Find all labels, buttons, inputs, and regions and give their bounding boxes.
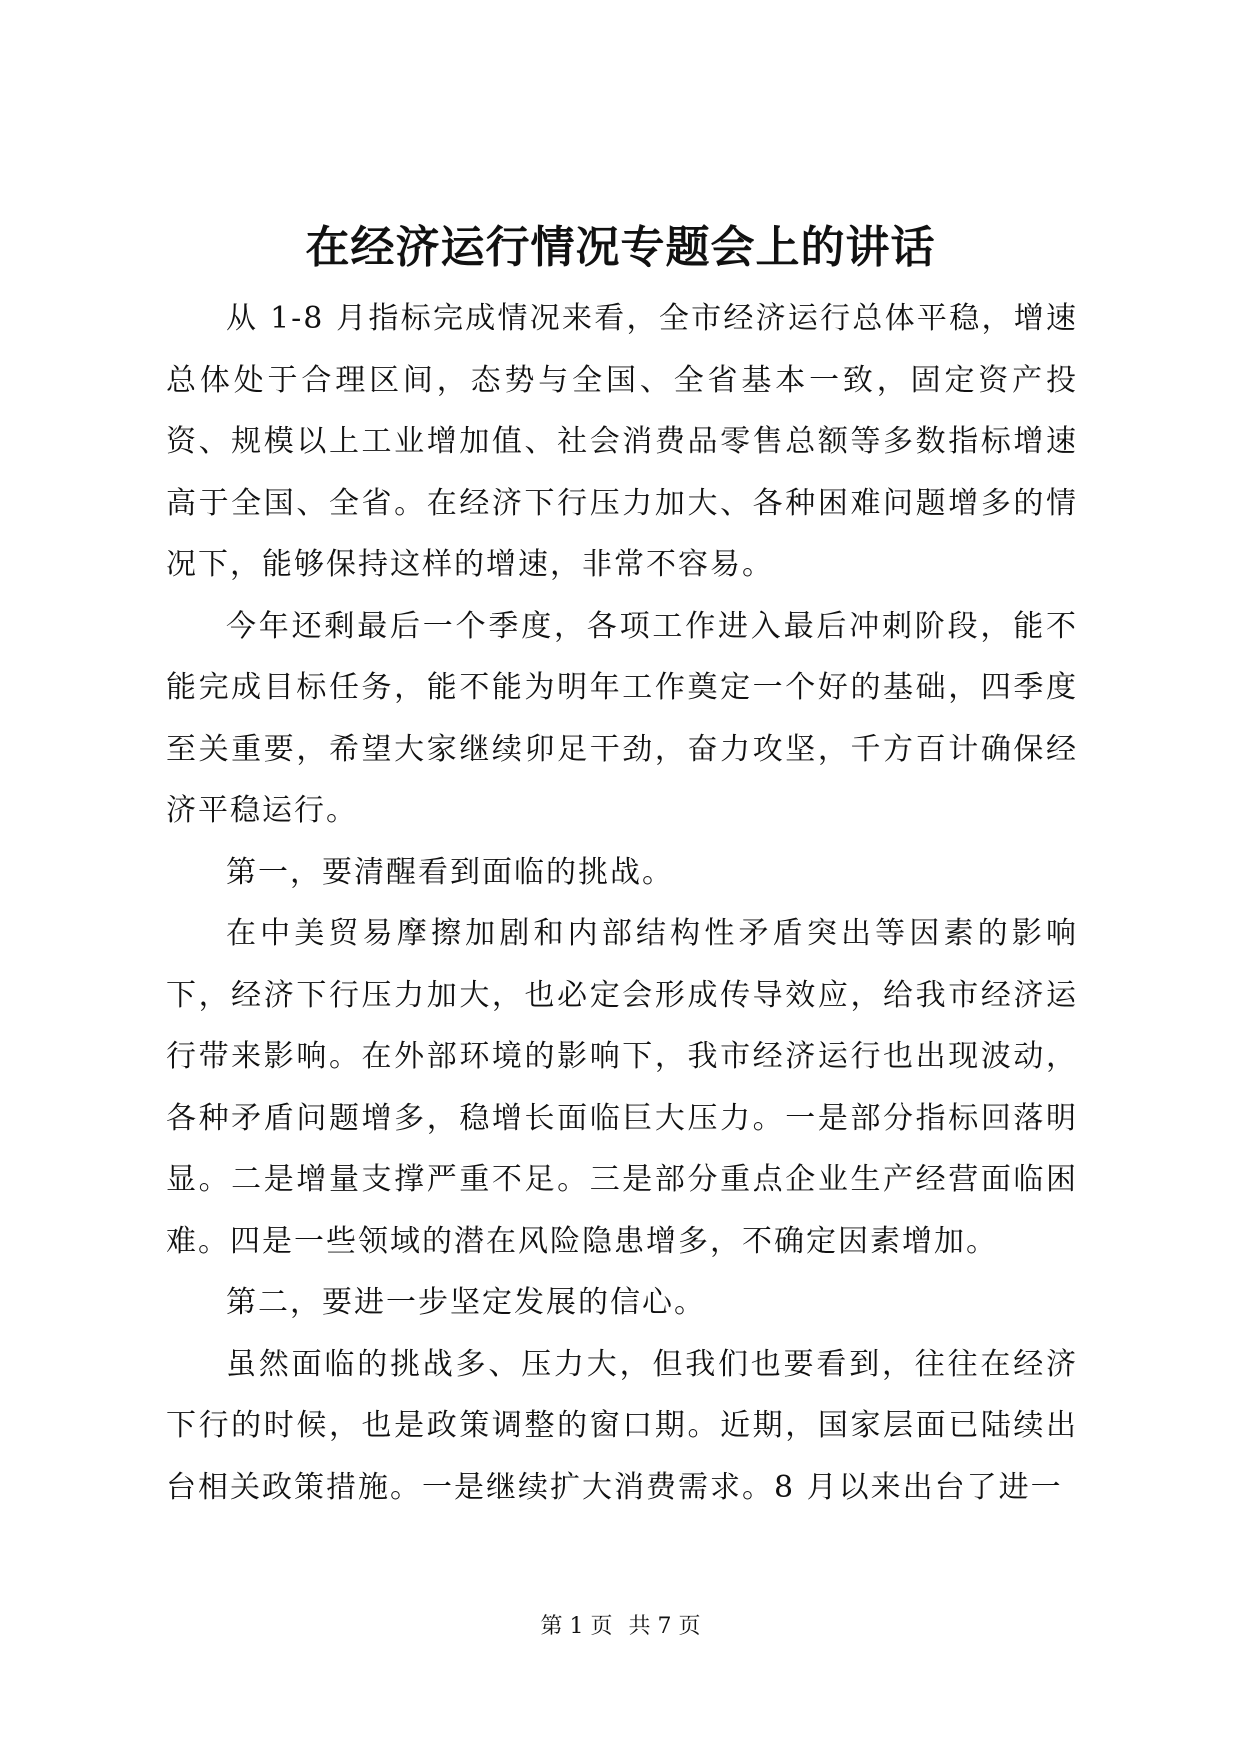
paragraph-2: 今年还剩最后一个季度，各项工作进入最后冲刺阶段，能不能完成目标任务，能不能为明年工作奠定一个好的基础，四季度至关重要，希望大家继续卯足干劲，奋力攻坚，千方百计确保经济平稳运行。 [166,608,1078,828]
page-number: 第 1 页 [540,1614,613,1639]
paragraph-3: 在中美贸易摩擦加剧和内部结构性矛盾突出等因素的影响下，经济下行压力加大，也必定会形成传导效应，给我市经济运行带来影响。在外部环境的影响下，我市经济运行也出现波动，各种矛盾问题增多，稳增长面临巨大压力。一是部分指标回落明显。二是增量支撑严重不足。三是部分重点企业生产经营面临困难。四是一些领域的潜在风险隐患增多，不确定因素增加。 [166,916,1078,1259]
page-total: 共 7 页 [628,1614,701,1639]
page-footer [0,1612,1241,1642]
document-title: 在经济运行情况专题会上的讲话 [305,222,936,273]
section-heading-1: 第一，要清醒看到面临的挑战。 [226,854,674,890]
paragraph-1: 从 1-8 月指标完成情况来看，全市经济运行总体平稳，增速总体处于合理区间，态势与全国、全省基本一致，固定资产投资、规模以上工业增加值、社会消费品零售总额等多数指标增速高于全国、全省。在经济下行压力加大、各种困难问题增多的情况下，能够保持这样的增速，非常不容易。 [166,301,1078,582]
paragraph-4: 虽然面临的挑战多、压力大，但我们也要看到，往往在经济下行的时候，也是政策调整的窗口期。近期，国家层面已陆续出台相关政策措施。一是继续扩大消费需求。8 月以来出台了进一 [166,1346,1078,1505]
document-body [166,288,1078,1518]
section-heading-2: 第二，要进一步坚定发展的信心。 [226,1285,706,1320]
